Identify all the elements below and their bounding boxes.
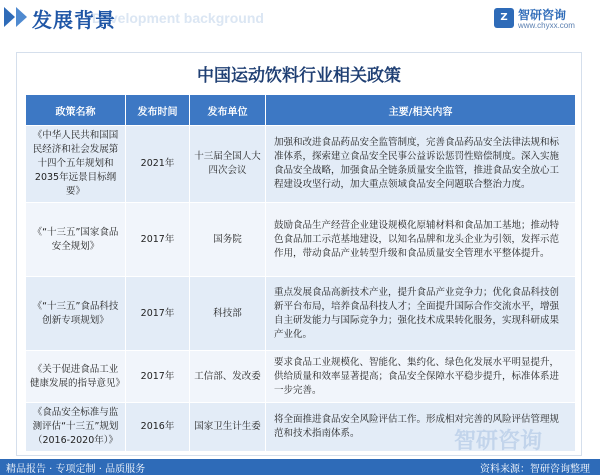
logo-url: www.chyxx.com — [518, 21, 575, 30]
watermark: 智研咨询 — [454, 429, 543, 454]
footer-slogan: 精品报告 · 专项定制 · 品质服务 — [6, 464, 146, 475]
policy-panel — [16, 52, 582, 456]
policy-org: 科技部 — [190, 277, 266, 351]
policy-year: 2017年 — [126, 351, 190, 403]
policy-year: 2016年 — [126, 403, 190, 452]
logo-text: 智研咨询 — [518, 8, 567, 22]
column-header-content: 主要/相关内容 — [266, 95, 576, 126]
header-bar — [0, 0, 600, 36]
policy-name: 《关于促进食品工业健康发展的指导意见》 — [26, 351, 126, 403]
policy-org: 十三届全国人大四次会议 — [190, 126, 266, 203]
policy-content: 重点发展食品高新技术产业，提升食品产业竞争力；优化食品科技创新平台布局，培养食品科技人才；全面提升国际合作交流水平，增强自主研发能力与国际竞争力；强化技术成果转化服务，实现科研成果产业化。 — [266, 277, 576, 351]
policy-org: 国务院 — [190, 203, 266, 277]
table-row — [26, 277, 576, 351]
policy-org: 国家卫生计生委 — [190, 403, 266, 452]
table-row — [26, 203, 576, 277]
arrow-icon — [4, 7, 28, 27]
panel-title: 中国运动饮料行业相关政策 — [197, 66, 401, 86]
table-row — [26, 126, 576, 203]
policy-name: 《“十三五”国家食品安全规划》 — [26, 203, 126, 277]
table-header-row — [26, 95, 576, 126]
policy-name: 《食品安全标准与监测评估“十三五”规划（2016-2020年）》 — [26, 403, 126, 452]
policy-content: 将全面推进食品安全风险评估工作。形成相对完善的风险评估管理规范和技术指南体系。 — [266, 403, 576, 452]
policy-org: 工信部、发改委 — [190, 351, 266, 403]
policy-table — [25, 94, 576, 452]
policy-year: 2017年 — [126, 277, 190, 351]
policy-name: 《中华人民共和国国民经济和社会发展第十四个五年规划和2035年远景目标纲要》 — [26, 126, 126, 203]
header-title: 发展背景 — [32, 8, 116, 32]
policy-name: 《“十三五”食品科技创新专项规划》 — [26, 277, 126, 351]
table-row — [26, 351, 576, 403]
column-header-name: 政策名称 — [26, 95, 126, 126]
footer-source: 资料来源：智研咨询整理 — [480, 464, 590, 475]
policy-content: 要求食品工业规模化、智能化、集约化、绿色化发展水平明显提升，供给质量和效率显著提高；食品安全保障水平稳步提升，标准体系进一步完善。 — [266, 351, 576, 403]
policy-year: 2021年 — [126, 126, 190, 203]
column-header-date: 发布时间 — [126, 95, 190, 126]
header-subtitle: Development background — [92, 10, 264, 26]
policy-year: 2017年 — [126, 203, 190, 277]
footer-bar — [0, 459, 600, 475]
column-header-org: 发布单位 — [190, 95, 266, 126]
logo-icon: Z — [494, 8, 514, 28]
policy-content: 加强和改进食品药品安全监管制度，完善食品药品安全法律法规和标准体系，探索建立食品安全民事公益诉讼惩罚性赔偿制度。深入实施食品安全战略，加强食品全链条质量安全监管，推进食品安全放心工程建设攻坚行动，加大重点领域食品安全问题联合整治力度。 — [266, 126, 576, 203]
policy-content: 鼓励食品生产经营企业建设规模化原辅材料和食品加工基地；推动特色食品加工示范基地建设，以知名品牌和龙头企业为引领，发挥示范作用，带动食品产业转型升级和食品质量安全管理水平整体提升。 — [266, 203, 576, 277]
